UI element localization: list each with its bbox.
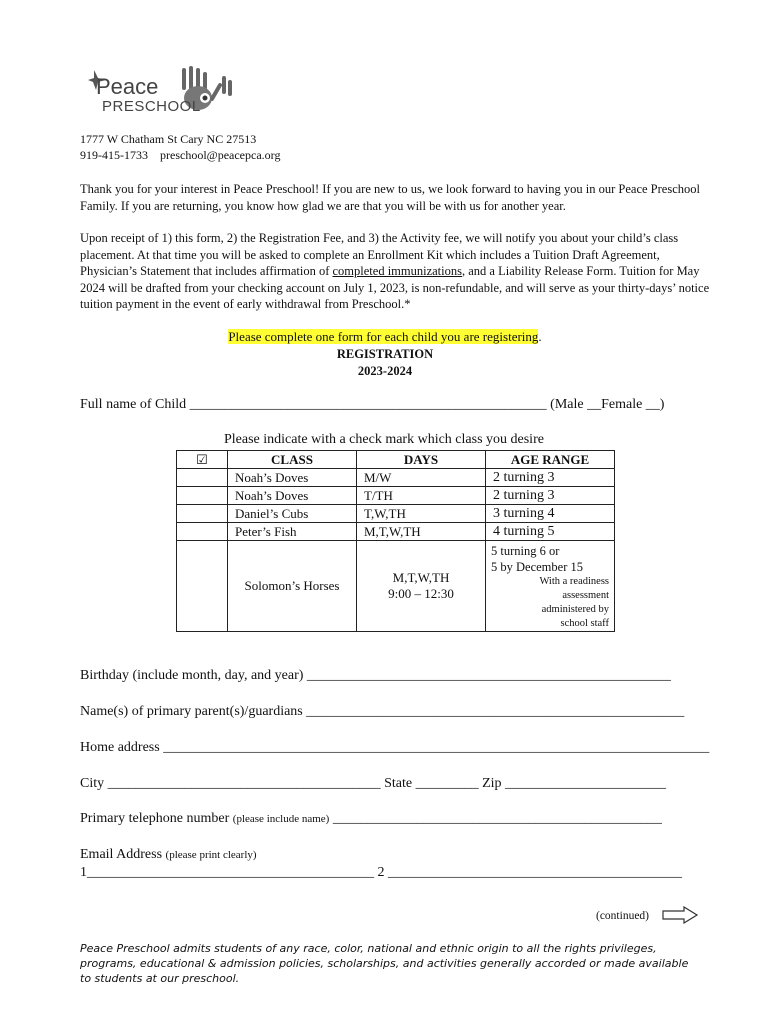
address-block — [80, 131, 280, 163]
highlighted-notice: Please complete one form for each child you are registering — [228, 329, 539, 344]
class-age: 2 turning 3 — [486, 487, 615, 505]
receipt-text-before: Upon receipt of 1) this form, 2) the Registration Fee, and 3) the Activity fee, we will notify you about your child’s class placement. At that time you will be asked to complete an Enrollment Kit which includes a Tuition Draft Agreement, Physician’s Statement that includes affirmation of — [80, 231, 679, 278]
days-line: M,T,W,TH — [392, 570, 450, 585]
class-checkbox[interactable] — [177, 469, 228, 487]
email-hint: (please print clearly) — [165, 849, 257, 861]
class-days: M/W — [357, 469, 486, 487]
receipt-underlined: completed immunizations — [332, 264, 462, 278]
table-title: Please indicate with a check mark which class you desire — [224, 432, 544, 447]
class-name: Noah’s Doves — [228, 487, 357, 505]
email-label: Email Address — [80, 847, 166, 862]
header-age-range: AGE RANGE — [486, 451, 615, 469]
preschool-logo — [88, 64, 238, 120]
phone-hint: (please include name) — [232, 813, 330, 825]
class-table — [176, 450, 615, 632]
child-name-field[interactable]: Full name of Child ___________________________________________________ (Male __Female __) — [80, 397, 665, 412]
class-days: T,W,TH — [357, 505, 486, 523]
nondiscrimination-footer: Peace Preschool admits students of any race, color, national and ethnic origin to all the rights privileges, programs, educational & admission policies, scholarships, and activities generally accorded or made available to students at our preschool. — [80, 942, 689, 985]
class-age: 2 turning 3 — [486, 469, 615, 487]
notice-line — [0, 329, 770, 345]
birthday-field[interactable]: Birthday (include month, day, and year) ____________________________________________________ — [80, 668, 671, 683]
class-age — [486, 541, 615, 632]
age-note: With a readiness — [539, 576, 609, 587]
home-address-field[interactable]: Home address ______________________________________________________________________________ — [80, 740, 710, 755]
table-row — [177, 541, 615, 632]
street-address: 1777 W Chatham St Cary NC 27513 — [80, 132, 257, 146]
table-row — [177, 505, 615, 523]
class-name: Solomon’s Horses — [228, 541, 357, 632]
class-name: Peter’s Fish — [228, 523, 357, 541]
age-line: 5 by December 15 — [491, 560, 583, 574]
receipt-paragraph — [80, 230, 712, 313]
table-row — [177, 523, 615, 541]
class-name: Noah’s Doves — [228, 469, 357, 487]
class-checkbox[interactable] — [177, 487, 228, 505]
phone-field[interactable] — [80, 811, 662, 827]
intro-paragraph: Thank you for your interest in Peace Preschool! If you are new to us, we look forward to having you in our Peace Preschool Family. If you are returning, you know how glad we are that you will be with us for another year. — [80, 182, 700, 213]
check-header-icon: ☑ — [177, 451, 228, 469]
phone-number: 919-415-1733 — [80, 148, 148, 162]
class-age: 4 turning 5 — [486, 523, 615, 541]
notice-period: . — [538, 329, 542, 344]
class-days: M,T,W,TH — [357, 523, 486, 541]
header-class: CLASS — [228, 451, 357, 469]
table-header-row — [177, 451, 615, 469]
class-days — [357, 541, 486, 632]
email-label-line — [80, 847, 257, 863]
age-note: school staff — [560, 618, 609, 629]
hours-line: 9:00 – 12:30 — [388, 586, 454, 601]
age-note: assessment — [562, 590, 609, 601]
parents-field[interactable]: Name(s) of primary parent(s)/guardians ______________________________________________________ — [80, 704, 685, 719]
class-checkbox[interactable] — [177, 541, 228, 632]
class-checkbox[interactable] — [177, 505, 228, 523]
class-age: 3 turning 4 — [486, 505, 615, 523]
receipt-text-after: , and a Liability Release Form. Tuition for May 2024 will be drafted from your checking account on July 1, 2023, is non-refundable, and will serve as your thirty-days’ notice tuition payment in the event of early withdrawal from Preschool.* — [80, 264, 710, 311]
arrow-right-icon — [662, 906, 698, 924]
logo-text-preschool: PRESCHOOL — [102, 98, 201, 115]
class-name: Daniel’s Cubs — [228, 505, 357, 523]
phone-line: _______________________________________________ — [329, 811, 662, 826]
phone-label: Primary telephone number — [80, 811, 233, 826]
city-state-zip-field[interactable]: City _______________________________________ State _________ Zip _______________________ — [80, 776, 667, 791]
class-checkbox[interactable] — [177, 523, 228, 541]
email-fields[interactable]: 1_________________________________________ 2 __________________________________________ — [80, 865, 682, 880]
table-row — [177, 487, 615, 505]
registration-heading: REGISTRATION — [336, 347, 434, 361]
continued-label: (continued) — [596, 910, 650, 922]
class-days: T/TH — [357, 487, 486, 505]
age-line: 5 turning 6 or — [491, 544, 560, 558]
age-note: administered by — [541, 604, 609, 615]
registration-year: 2023-2024 — [357, 364, 413, 378]
email-address: preschool@peacepca.org — [160, 148, 281, 162]
header-days: DAYS — [357, 451, 486, 469]
table-row — [177, 469, 615, 487]
logo-text-peace: Peace — [96, 74, 159, 99]
